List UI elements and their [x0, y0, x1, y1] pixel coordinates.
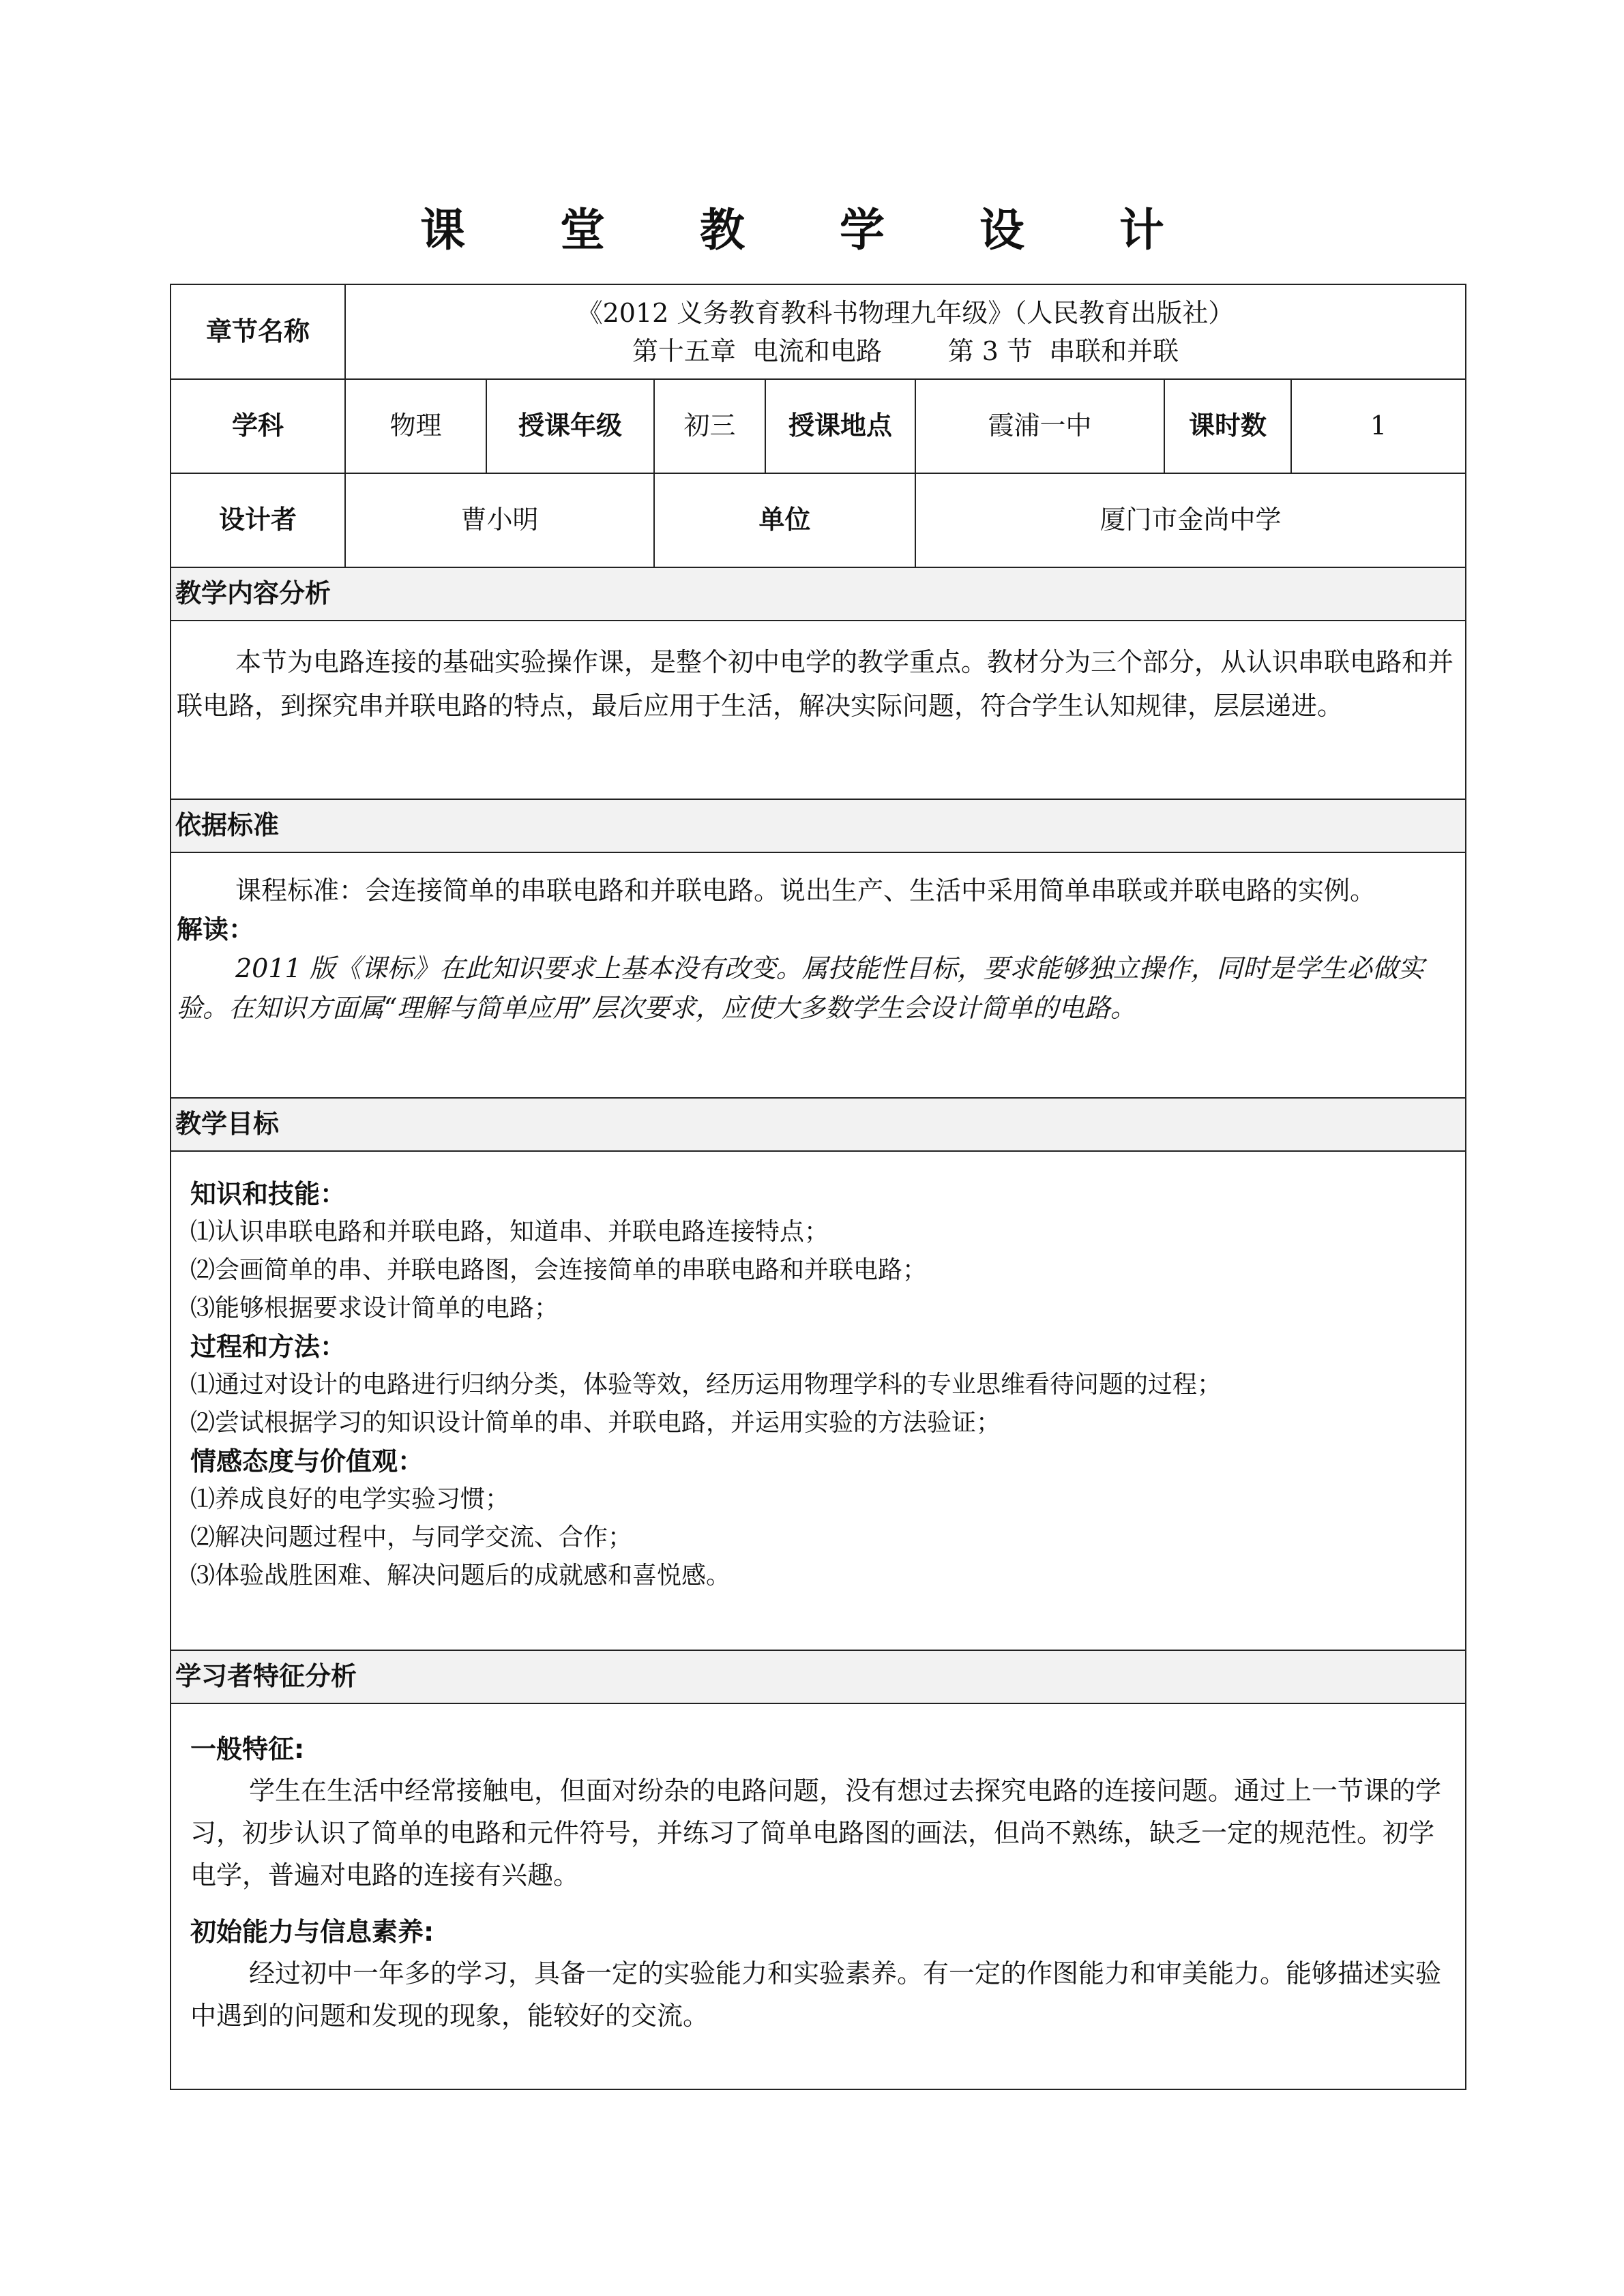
- content-analysis-text: 本节为电路连接的基础实验操作课，是整个初中电学的教学重点。教材分为三个部分，从认识串联电路和并联电路，到探究串并联电路的特点，最后应用于生活，解决实际问题，符合学生认知规律，层层递进。: [177, 647, 1454, 721]
- standard-text: 课程标准：会连接简单的串联电路和并联电路。说出生产、生活中采用简单串联或并联电路的实例。: [235, 876, 1376, 906]
- general-title: 一般特征:: [190, 1734, 305, 1764]
- objective-group-title: 情感态度与价值观：: [190, 1446, 424, 1476]
- objective-group-process: [190, 1328, 1456, 1442]
- objectives-body: [171, 1151, 1466, 1650]
- designer-value: 曹小明: [345, 473, 654, 567]
- objective-item: ⑴认识串联电路和并联电路，知道串、并联电路连接特点；: [190, 1218, 829, 1246]
- subject-row: [171, 379, 1466, 473]
- objective-item: ⑵会画简单的串、并联电路图，会连接简单的串联电路和并联电路；: [190, 1256, 928, 1284]
- standard-heading: 依据标准: [171, 799, 1466, 852]
- objective-group-title: 知识和技能：: [190, 1179, 346, 1209]
- learner-heading: 学习者特征分析: [171, 1650, 1466, 1703]
- objective-group-attitude: [190, 1442, 1456, 1595]
- objective-item: ⑶体验战胜困难、解决问题后的成就感和喜悦感。: [190, 1562, 731, 1590]
- general-text: 学生在生活中经常接触电，但面对纷杂的电路问题，没有想过去探究电路的连接问题。通过上一节课的学习，初步认识了简单的电路和元件符号，并练习了简单电路图的画法，但尚不熟练，缺乏一定的规范性。初学电学，普遍对电路的连接有兴趣。: [190, 1776, 1442, 1890]
- chapter-value: [345, 284, 1466, 379]
- place-value: 霞浦一中: [915, 379, 1164, 473]
- hours-value: 1: [1291, 379, 1466, 473]
- grade-label: 授课年级: [486, 379, 654, 473]
- grade-value: 初三: [654, 379, 765, 473]
- subject-value: 物理: [345, 379, 486, 473]
- standard-body: [171, 852, 1466, 1098]
- interpretation-text: 2011 版《课标》在此知识要求上基本没有改变。属技能性目标，要求能够独立操作，同时是学生必做实验。在知识方面属“理解与简单应用”层次要求，应使大多数学生会设计简单的电路。: [177, 953, 1424, 1023]
- content-analysis-body: [171, 621, 1466, 799]
- content-analysis-heading: 教学内容分析: [171, 567, 1466, 621]
- designer-row: [171, 473, 1466, 567]
- objectives-heading: 教学目标: [171, 1098, 1466, 1151]
- unit-label: 单位: [654, 473, 915, 567]
- interpretation-label: 解读：: [177, 914, 255, 944]
- objective-item: ⑶能够根据要求设计简单的电路；: [190, 1294, 559, 1322]
- objective-item: ⑴通过对设计的电路进行归纳分类，体验等效，经历运用物理学科的专业思维看待问题的过程；: [190, 1371, 1222, 1399]
- objective-item: ⑵解决问题过程中，与同学交流、合作；: [190, 1523, 633, 1551]
- learner-body: [171, 1703, 1466, 2089]
- chapter-line-2: 第十五章 电流和电路 第 3 节 串联和并联: [632, 336, 1179, 366]
- objective-group-title: 过程和方法：: [190, 1332, 346, 1362]
- ability-text: 经过初中一年多的学习，具备一定的实验能力和实验素养。有一定的作图能力和审美能力。能够描述实验中遇到的问题和发现的现象，能较好的交流。: [190, 1958, 1442, 2031]
- chapter-row: [171, 284, 1466, 379]
- hours-label: 课时数: [1164, 379, 1291, 473]
- ability-title: 初始能力与信息素养:: [190, 1917, 434, 1947]
- chapter-label: 章节名称: [171, 284, 345, 379]
- objective-item: ⑴养成良好的电学实验习惯；: [190, 1485, 510, 1513]
- subject-label: 学科: [171, 379, 345, 473]
- objective-group-knowledge: [190, 1175, 1456, 1328]
- designer-label: 设计者: [171, 473, 345, 567]
- chapter-line-1: 《2012 义务教育教科书物理九年级》（人民教育出版社）: [576, 297, 1235, 328]
- place-label: 授课地点: [765, 379, 915, 473]
- objective-item: ⑵尝试根据学习的知识设计简单的串、并联电路，并运用实验的方法验证；: [190, 1409, 1001, 1437]
- lesson-design-table: [170, 284, 1466, 2090]
- unit-value: 厦门市金尚中学: [915, 473, 1466, 567]
- page-title: 课 堂 教 学 设 计: [420, 204, 1204, 256]
